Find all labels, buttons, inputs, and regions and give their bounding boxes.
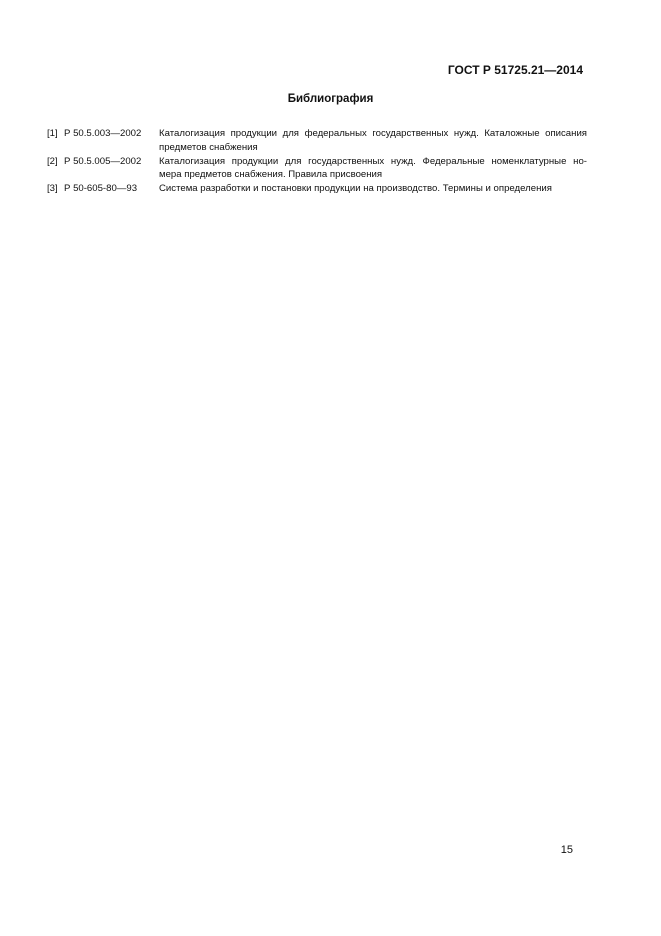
entry-title-line: мера предметов снабжения. Правила присвоения xyxy=(159,169,383,181)
bibliography-entry xyxy=(47,182,587,196)
entry-title xyxy=(159,127,587,155)
entry-code: Р 50.5.003—2002 xyxy=(64,128,142,139)
document-header-standard-id: ГОСТ Р 51725.21—2014 xyxy=(447,63,583,77)
bibliography-list xyxy=(47,127,587,196)
entry-title-line: предметов снабжения xyxy=(159,141,258,153)
bibliography-entry xyxy=(47,155,587,183)
entry-title-line: Система разработки и постановки продукции на производство. Термины и определения xyxy=(159,183,552,195)
entry-code: Р 50-605-80—93 xyxy=(64,183,138,195)
entry-title xyxy=(159,182,587,196)
entry-number: [2] xyxy=(47,155,58,167)
entry-code: Р 50.5.005—2002 xyxy=(64,155,142,167)
bibliography-entry xyxy=(47,127,587,155)
section-title: Библиография xyxy=(287,93,374,105)
entry-title-line: Каталогизация продукции для государственных нужд. Федеральные номенклатурные но- xyxy=(159,155,587,167)
entry-number: [1] xyxy=(47,128,58,139)
entry-title-line: Каталогизация продукции для федеральных государственных нужд. Каталожные описания xyxy=(159,128,587,139)
entry-title xyxy=(159,155,587,183)
entry-number: [3] xyxy=(47,183,58,195)
page-number: 15 xyxy=(560,844,573,856)
